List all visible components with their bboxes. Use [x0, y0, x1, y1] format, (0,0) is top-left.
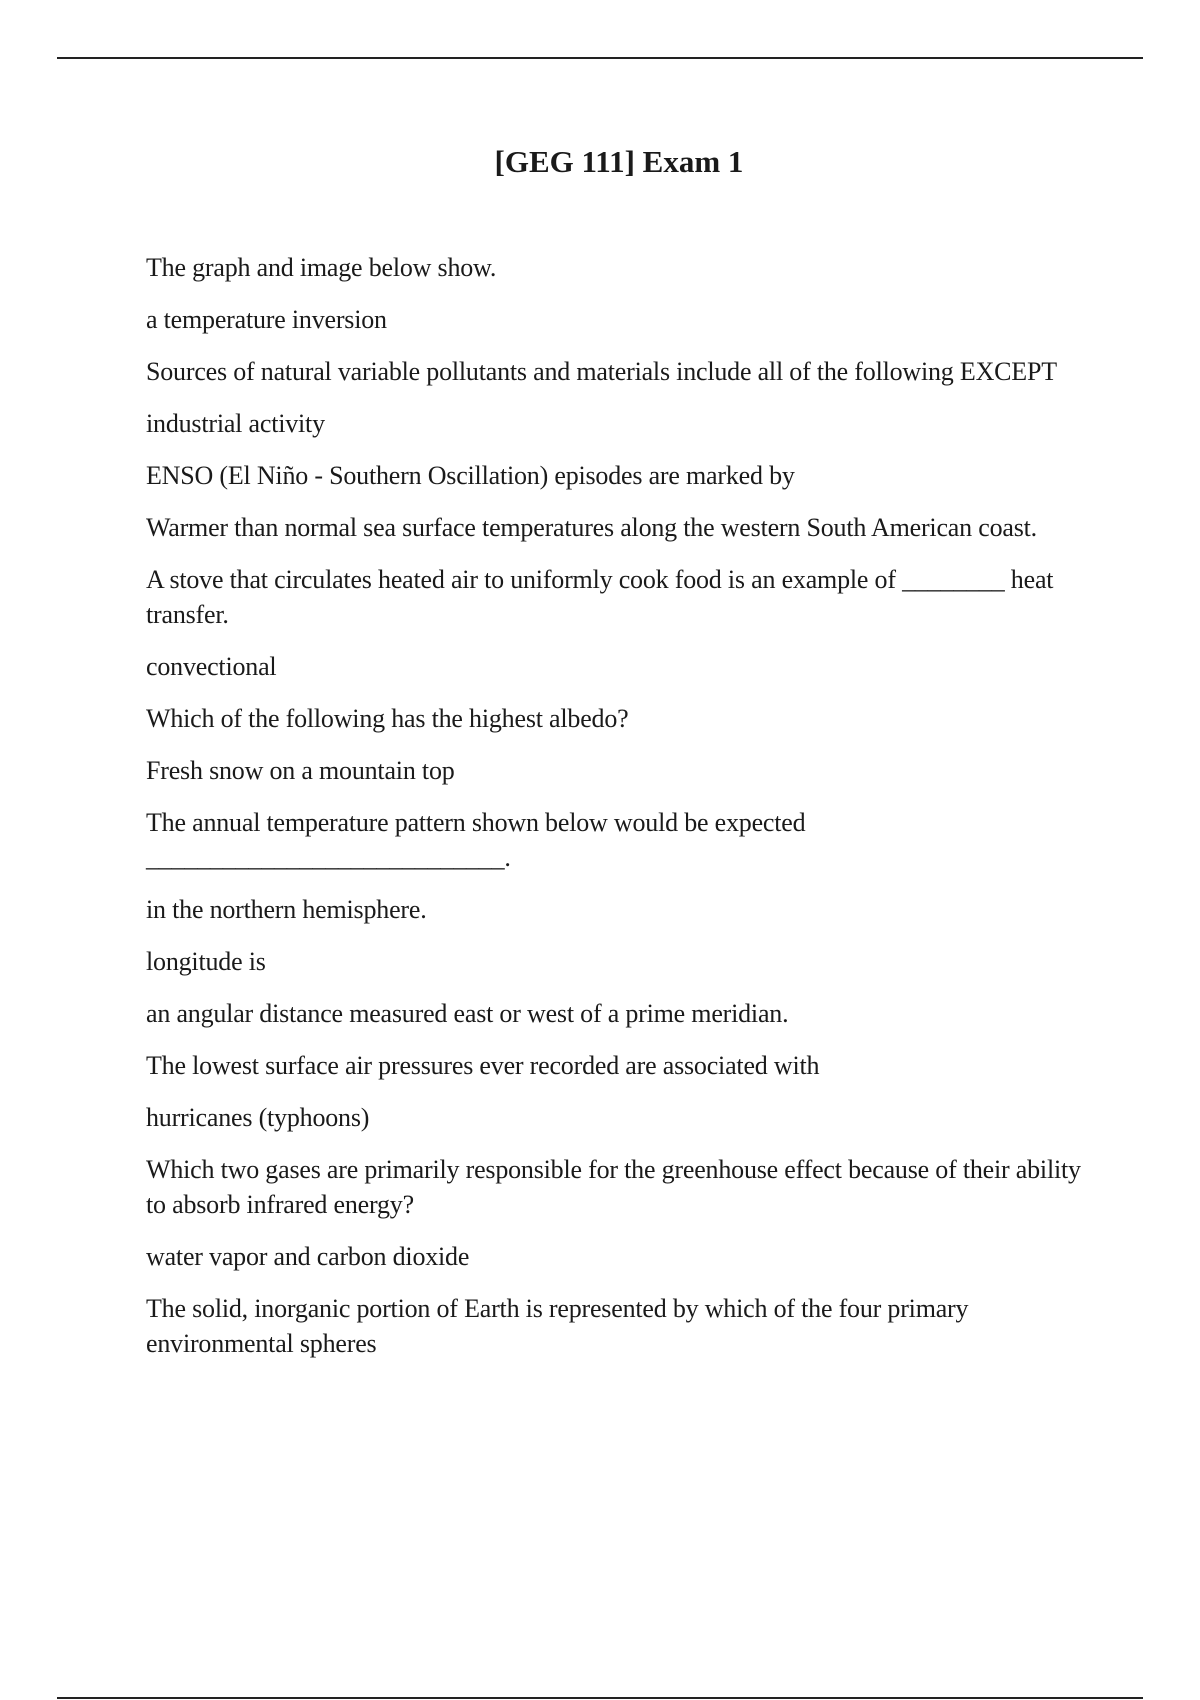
question-text: The annual temperature pattern shown below would be expected ____________________________.	[146, 808, 806, 872]
top-divider	[57, 57, 1143, 59]
page-title: [GEG 111] Exam 1	[494, 144, 744, 179]
answer-text: Warmer than normal sea surface temperatures along the western South American coast.	[146, 513, 1037, 542]
question-text: The solid, inorganic portion of Earth is represented by which of the four primary environmental spheres	[146, 1294, 969, 1358]
question-text: The lowest surface air pressures ever recorded are associated with	[146, 1051, 820, 1080]
question-text: Which two gases are primarily responsible for the greenhouse effect because of their ability to absorb infrared energy?	[146, 1155, 1081, 1219]
answer-text: an angular distance measured east or west of a prime meridian.	[146, 999, 789, 1028]
answer-text: hurricanes (typhoons)	[146, 1103, 370, 1132]
question-text: Sources of natural variable pollutants and materials include all of the following EXCEPT	[146, 357, 1057, 386]
document-body	[146, 250, 1081, 1378]
bottom-divider	[57, 1697, 1143, 1699]
question-text: A stove that circulates heated air to uniformly cook food is an example of ________ heat transfer.	[146, 565, 1054, 629]
question-text: longitude is	[146, 947, 266, 976]
question-text: ENSO (El Niño - Southern Oscillation) episodes are marked by	[146, 461, 795, 490]
answer-text: in the northern hemisphere.	[146, 895, 427, 924]
answer-text: convectional	[146, 652, 277, 681]
question-text: Which of the following has the highest albedo?	[146, 704, 629, 733]
answer-text: water vapor and carbon dioxide	[146, 1242, 470, 1271]
answer-text: Fresh snow on a mountain top	[146, 756, 455, 785]
answer-text: industrial activity	[146, 409, 325, 438]
answer-text: a temperature inversion	[146, 305, 387, 334]
question-text: The graph and image below show.	[146, 253, 497, 282]
